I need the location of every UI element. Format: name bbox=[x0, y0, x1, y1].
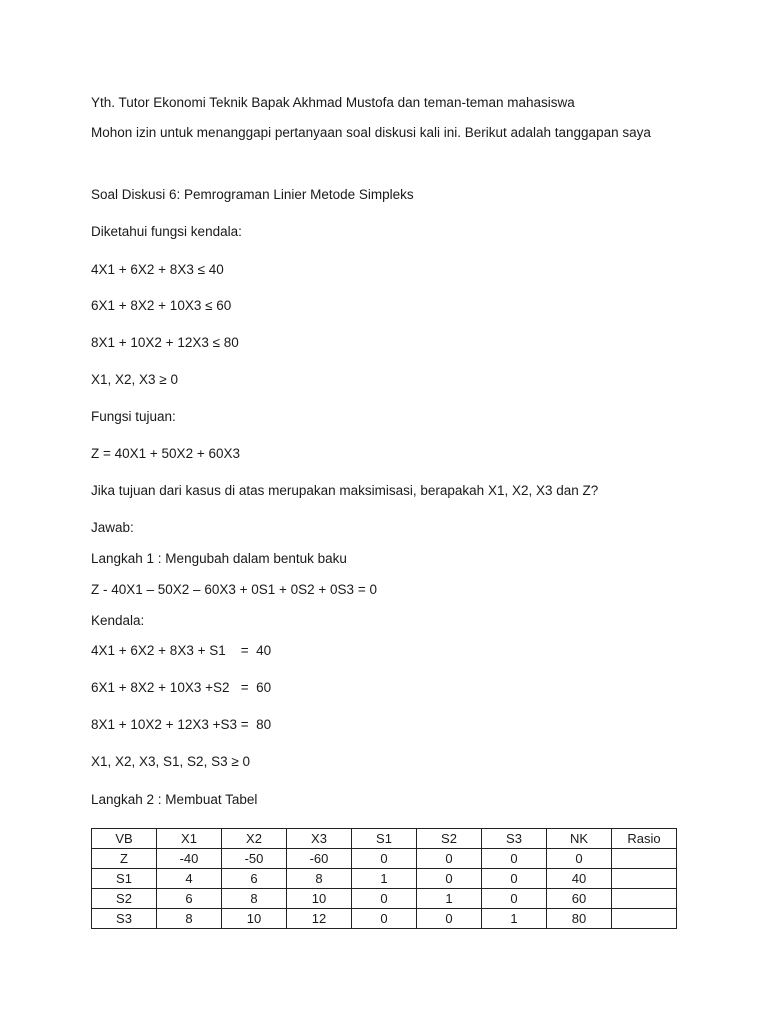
simplex-table bbox=[91, 828, 677, 929]
table-cell bbox=[612, 909, 677, 929]
table-cell: 80 bbox=[547, 909, 612, 929]
table-cell: 10 bbox=[222, 909, 287, 929]
table-cell: 8 bbox=[157, 909, 222, 929]
table-row bbox=[92, 849, 677, 869]
header-cell: X2 bbox=[222, 829, 287, 849]
step-1-heading: Langkah 1 : Mengubah dalam bentuk baku bbox=[91, 551, 347, 566]
table-cell: 8 bbox=[287, 869, 352, 889]
table-cell: 8 bbox=[222, 889, 287, 909]
table-row bbox=[92, 869, 677, 889]
table-cell: 0 bbox=[417, 869, 482, 889]
standard-constraint-2: 6X1 + 8X2 + 10X3 +S2 = 60 bbox=[91, 680, 272, 695]
table-cell: 0 bbox=[482, 849, 547, 869]
greeting-line: Yth. Tutor Ekonomi Teknik Bapak Akhmad Mustofa dan teman-teman mahasiswa bbox=[91, 95, 575, 110]
table-cell: S2 bbox=[92, 889, 157, 909]
table-cell: 40 bbox=[547, 869, 612, 889]
table-cell: 6 bbox=[157, 889, 222, 909]
table-header-row bbox=[92, 829, 677, 849]
constraint-2: 6X1 + 8X2 + 10X3 ≤ 60 bbox=[91, 298, 232, 313]
standard-constraint-3: 8X1 + 10X2 + 12X3 +S3 = 80 bbox=[91, 717, 272, 732]
table-cell: 0 bbox=[482, 869, 547, 889]
table-cell: 0 bbox=[417, 849, 482, 869]
table-cell: -50 bbox=[222, 849, 287, 869]
constraint-1: 4X1 + 6X2 + 8X3 ≤ 40 bbox=[91, 262, 224, 277]
table-cell: 1 bbox=[482, 909, 547, 929]
table-cell: 0 bbox=[352, 849, 417, 869]
table-cell: 0 bbox=[352, 909, 417, 929]
constraint-3: 8X1 + 10X2 + 12X3 ≤ 80 bbox=[91, 335, 239, 350]
table-cell: 0 bbox=[482, 889, 547, 909]
table-cell: 0 bbox=[547, 849, 612, 869]
constraint-nonneg: X1, X2, X3 ≥ 0 bbox=[91, 372, 178, 387]
step-2-heading: Langkah 2 : Membuat Tabel bbox=[91, 792, 258, 807]
table-cell: 60 bbox=[547, 889, 612, 909]
table-cell: 6 bbox=[222, 869, 287, 889]
table-cell bbox=[612, 849, 677, 869]
table-cell: 0 bbox=[417, 909, 482, 929]
table-cell: 10 bbox=[287, 889, 352, 909]
header-cell: S1 bbox=[352, 829, 417, 849]
header-cell: NK bbox=[547, 829, 612, 849]
table-cell bbox=[612, 869, 677, 889]
table-cell bbox=[612, 889, 677, 909]
standard-form-equation: Z - 40X1 – 50X2 – 60X3 + 0S1 + 0S2 + 0S3 = 0 bbox=[91, 582, 377, 597]
header-cell: Rasio bbox=[612, 829, 677, 849]
table-cell: 1 bbox=[417, 889, 482, 909]
answer-heading: Jawab: bbox=[91, 520, 134, 535]
table-cell: 1 bbox=[352, 869, 417, 889]
objective-function: Z = 40X1 + 50X2 + 60X3 bbox=[91, 446, 240, 461]
standard-constraint-1: 4X1 + 6X2 + 8X3 + S1 = 40 bbox=[91, 643, 272, 658]
header-cell: S3 bbox=[482, 829, 547, 849]
table-cell: S3 bbox=[92, 909, 157, 929]
kendala-heading: Kendala: bbox=[91, 613, 145, 628]
objective-heading: Fungsi tujuan: bbox=[91, 409, 176, 424]
table-cell: Z bbox=[92, 849, 157, 869]
intro-line: Mohon izin untuk menanggapi pertanyaan soal diskusi kali ini. Berikut adalah tanggapan saya bbox=[91, 125, 651, 140]
document-title: Soal Diskusi 6: Pemrograman Linier Metode Simpleks bbox=[91, 187, 414, 202]
header-cell: VB bbox=[92, 829, 157, 849]
table-cell: -60 bbox=[287, 849, 352, 869]
table-row bbox=[92, 909, 677, 929]
table-cell: 0 bbox=[352, 889, 417, 909]
header-cell: S2 bbox=[417, 829, 482, 849]
constraints-heading: Diketahui fungsi kendala: bbox=[91, 224, 242, 239]
table-cell: 4 bbox=[157, 869, 222, 889]
table-row bbox=[92, 889, 677, 909]
question-line: Jika tujuan dari kasus di atas merupakan maksimisasi, berapakah X1, X2, X3 dan Z? bbox=[91, 483, 599, 498]
table-cell: 12 bbox=[287, 909, 352, 929]
standard-constraint-nonneg: X1, X2, X3, S1, S2, S3 ≥ 0 bbox=[91, 754, 251, 769]
table-cell: S1 bbox=[92, 869, 157, 889]
table-cell: -40 bbox=[157, 849, 222, 869]
header-cell: X1 bbox=[157, 829, 222, 849]
header-cell: X3 bbox=[287, 829, 352, 849]
